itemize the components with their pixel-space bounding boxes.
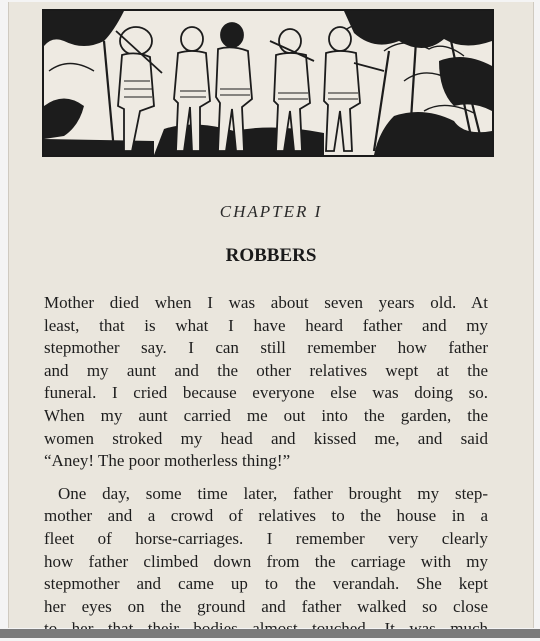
text-line: When my aunt carried me out into the garden, the (44, 405, 488, 425)
text-line: mother and a crowd of relatives to the house in a (44, 506, 488, 526)
text-line: stepmother and came up to the verandah. She kept (44, 574, 488, 594)
chapter-body (44, 292, 488, 641)
paragraph-2 (44, 483, 488, 641)
viewer-scrollbar[interactable] (0, 629, 540, 638)
chapter-title: ROBBERS (225, 245, 317, 266)
chapter-illustration (42, 9, 494, 157)
boys-in-forest-illustration (44, 11, 492, 155)
text-line: “Aney! The poor motherless thing!” (44, 451, 291, 471)
chapter-heading: CHAPTER I (219, 202, 323, 221)
text-line: One day, some time later, father brought my step- (58, 483, 488, 503)
text-line: stepmother say. I can still remember how father (44, 338, 488, 358)
text-line: how father climbed down from the carriage with my (44, 551, 488, 571)
text-line: her eyes on the ground and father walked so close (44, 596, 488, 616)
text-line: Mother died when I was about seven years old. At (44, 293, 488, 312)
page (8, 2, 534, 628)
text-line: least, that is what I have heard father and my (44, 315, 488, 335)
text-line: women stroked my head and kissed me, and said (44, 428, 488, 448)
text-line: and my aunt and the other relatives wept at the (44, 360, 488, 380)
paragraph-1 (44, 292, 488, 473)
text-line: funeral. I cried because everyone else was doing so. (44, 383, 488, 403)
text-line: fleet of horse-carriages. I remember very clearly (44, 528, 488, 548)
